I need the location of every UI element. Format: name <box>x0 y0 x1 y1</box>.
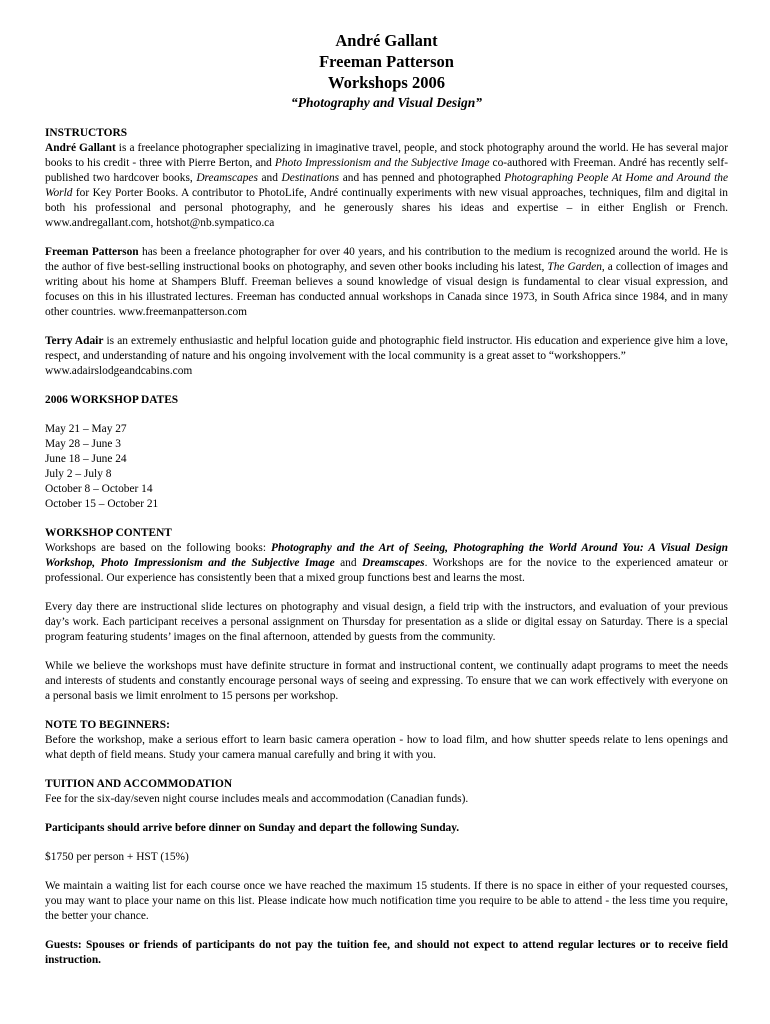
freeman-bio <box>45 245 728 320</box>
terry-bio <box>45 334 728 364</box>
date-item: October 15 – October 21 <box>45 498 159 510</box>
bio-text: is an extremely enthusiastic and helpful location guide and photographic field instructor. His education and experience give him a love, respect, and understanding of nature and his ongoing involvement with the local community is a great asset to “workshoppers.” <box>45 335 728 362</box>
freeman-name: Freeman Patterson <box>45 246 139 258</box>
date-item: June 18 – June 24 <box>45 453 127 465</box>
terry-url: www.adairslodgeandcabins.com <box>45 365 193 377</box>
guests-text: Guests: Spouses or friends of participants do not pay the tuition fee, and should not expect to attend regular lectures or to receive field instruction. <box>45 939 728 966</box>
date-item: May 21 – May 27 <box>45 423 127 435</box>
tuition-heading: TUITION AND ACCOMMODATION <box>45 778 233 790</box>
book-title: Dreamscapes <box>196 172 258 184</box>
book-title: Photo Impressionism and the Subjective Image <box>274 157 490 169</box>
book-title: Destinations <box>281 172 340 184</box>
andre-bio <box>45 141 728 231</box>
document-title <box>45 30 728 93</box>
book-title: The Garden <box>547 261 602 273</box>
document-subtitle: “Photography and Visual Design” <box>291 95 482 110</box>
date-item: May 28 – June 3 <box>45 438 121 450</box>
content-paragraph-books <box>45 541 728 586</box>
guests-note <box>45 938 728 968</box>
arrival-note <box>45 821 728 836</box>
bio-text: and has penned and photographed <box>339 172 505 184</box>
book-list: Photography and the Art of Seeing, Photographing the World Around You: A Visual Design Workshop, Photo Impressionism and the Subjective Image <box>45 542 728 569</box>
document-page <box>45 30 728 968</box>
dates-section <box>45 393 728 512</box>
bio-text: has been a freelance photographer for over 40 years, and his contribution to the medium is recognized around the world. He is the author of five best-selling instructional books on photography, and seven other books including his latest, <box>45 246 728 273</box>
bio-text: , a collection of images and writing about his home at Shampers Bluff. Freeman believes a sound knowledge of visual design is fundamental to clear visual expression, and focuses on this in his illustrated lectures. Freeman has conducted annual workshops in Canada since 1973, in South Africa since 1984, and in many other countries. www.freemanpatterson.com <box>45 261 728 318</box>
date-item: July 2 – July 8 <box>45 468 112 480</box>
andre-name: André Gallant <box>45 142 116 154</box>
dates-list <box>45 422 728 512</box>
beginners-text: Before the workshop, make a serious effort to learn basic camera operation - how to load film, and how shutter speeds relate to lens openings and what depth of field means. Study your camera manual carefully and bring it with you. <box>45 734 728 761</box>
content-text: . Workshops are for the novice to the experienced amateur or professional. Our experience has consistently been that a mixed group functions best and learns the most. <box>45 557 728 584</box>
instructors-heading: INSTRUCTORS <box>45 127 128 139</box>
waiting-list-paragraph: We maintain a waiting list for each course once we have reached the maximum 15 students. If there is no space in either of your requested courses, you may want to place your name on this list. Please indicate how much notification time you require to be able to attend - the less time you require, the better your chance. <box>45 880 728 922</box>
content-text: Workshops are based on the following books: <box>45 542 272 554</box>
content-paragraph-daily: Every day there are instructional slide lectures on photography and visual design, a field trip with the instructors, and evaluation of your previous day’s work. Each participant receives a personal assignment on Thursday for presentation as a slide or digital essay on Saturday. There is a special program featuring students’ images on the final afternoon, attended by guests from the community. <box>45 601 728 643</box>
date-item: October 8 – October 14 <box>45 483 153 495</box>
content-text: and <box>334 557 362 569</box>
title-line-andre: André Gallant <box>335 31 438 50</box>
dates-heading: 2006 WORKSHOP DATES <box>45 394 179 406</box>
instructors-section <box>45 126 728 379</box>
terry-name: Terry Adair <box>45 335 104 347</box>
book-title: Photographing People At Home and Around the World <box>45 172 728 199</box>
bio-text: for Key Porter Books. A contributor to PhotoLife, André continually experiments with new visual approaches, techniques, film and digital in both his professional and personal photography, and he generously shares his ideas and expertise – in either English or French. www.andregallant.com, hotshot@nb.sympatico.ca <box>45 187 728 229</box>
bio-text: co-authored with Freeman. André has recently self-published two hardcover books, <box>45 157 728 184</box>
book-title: Dreamscapes <box>361 557 425 569</box>
title-line-freeman: Freeman Patterson <box>319 52 454 71</box>
beginners-heading: NOTE TO BEGINNERS: <box>45 719 170 731</box>
tuition-section <box>45 777 728 968</box>
bio-text: and <box>257 172 282 184</box>
content-paragraph-structure: While we believe the workshops must have definite structure in format and instructional content, we continually adapt programs to meet the needs and interests of students and constantly encourage personal ways of seeing and expressing. To ensure that we can work effectively with everyone on a personal basis we limit enrolment to 15 persons per workshop. <box>45 660 728 702</box>
bio-text: is a freelance photographer specializing in imaginative travel, people, and stock photography around the world. He has several major books to his credit - three with Pierre Berton, and <box>45 142 728 169</box>
beginners-section <box>45 718 728 763</box>
tuition-fee-line: Fee for the six-day/seven night course includes meals and accommodation (Canadian funds). <box>45 793 469 805</box>
price-line: $1750 per person + HST (15%) <box>45 851 189 863</box>
content-heading: WORKSHOP CONTENT <box>45 527 172 539</box>
title-line-workshops: Workshops 2006 <box>328 73 445 92</box>
arrival-text: Participants should arrive before dinner on Sunday and depart the following Sunday. <box>45 822 460 834</box>
content-section <box>45 526 728 704</box>
